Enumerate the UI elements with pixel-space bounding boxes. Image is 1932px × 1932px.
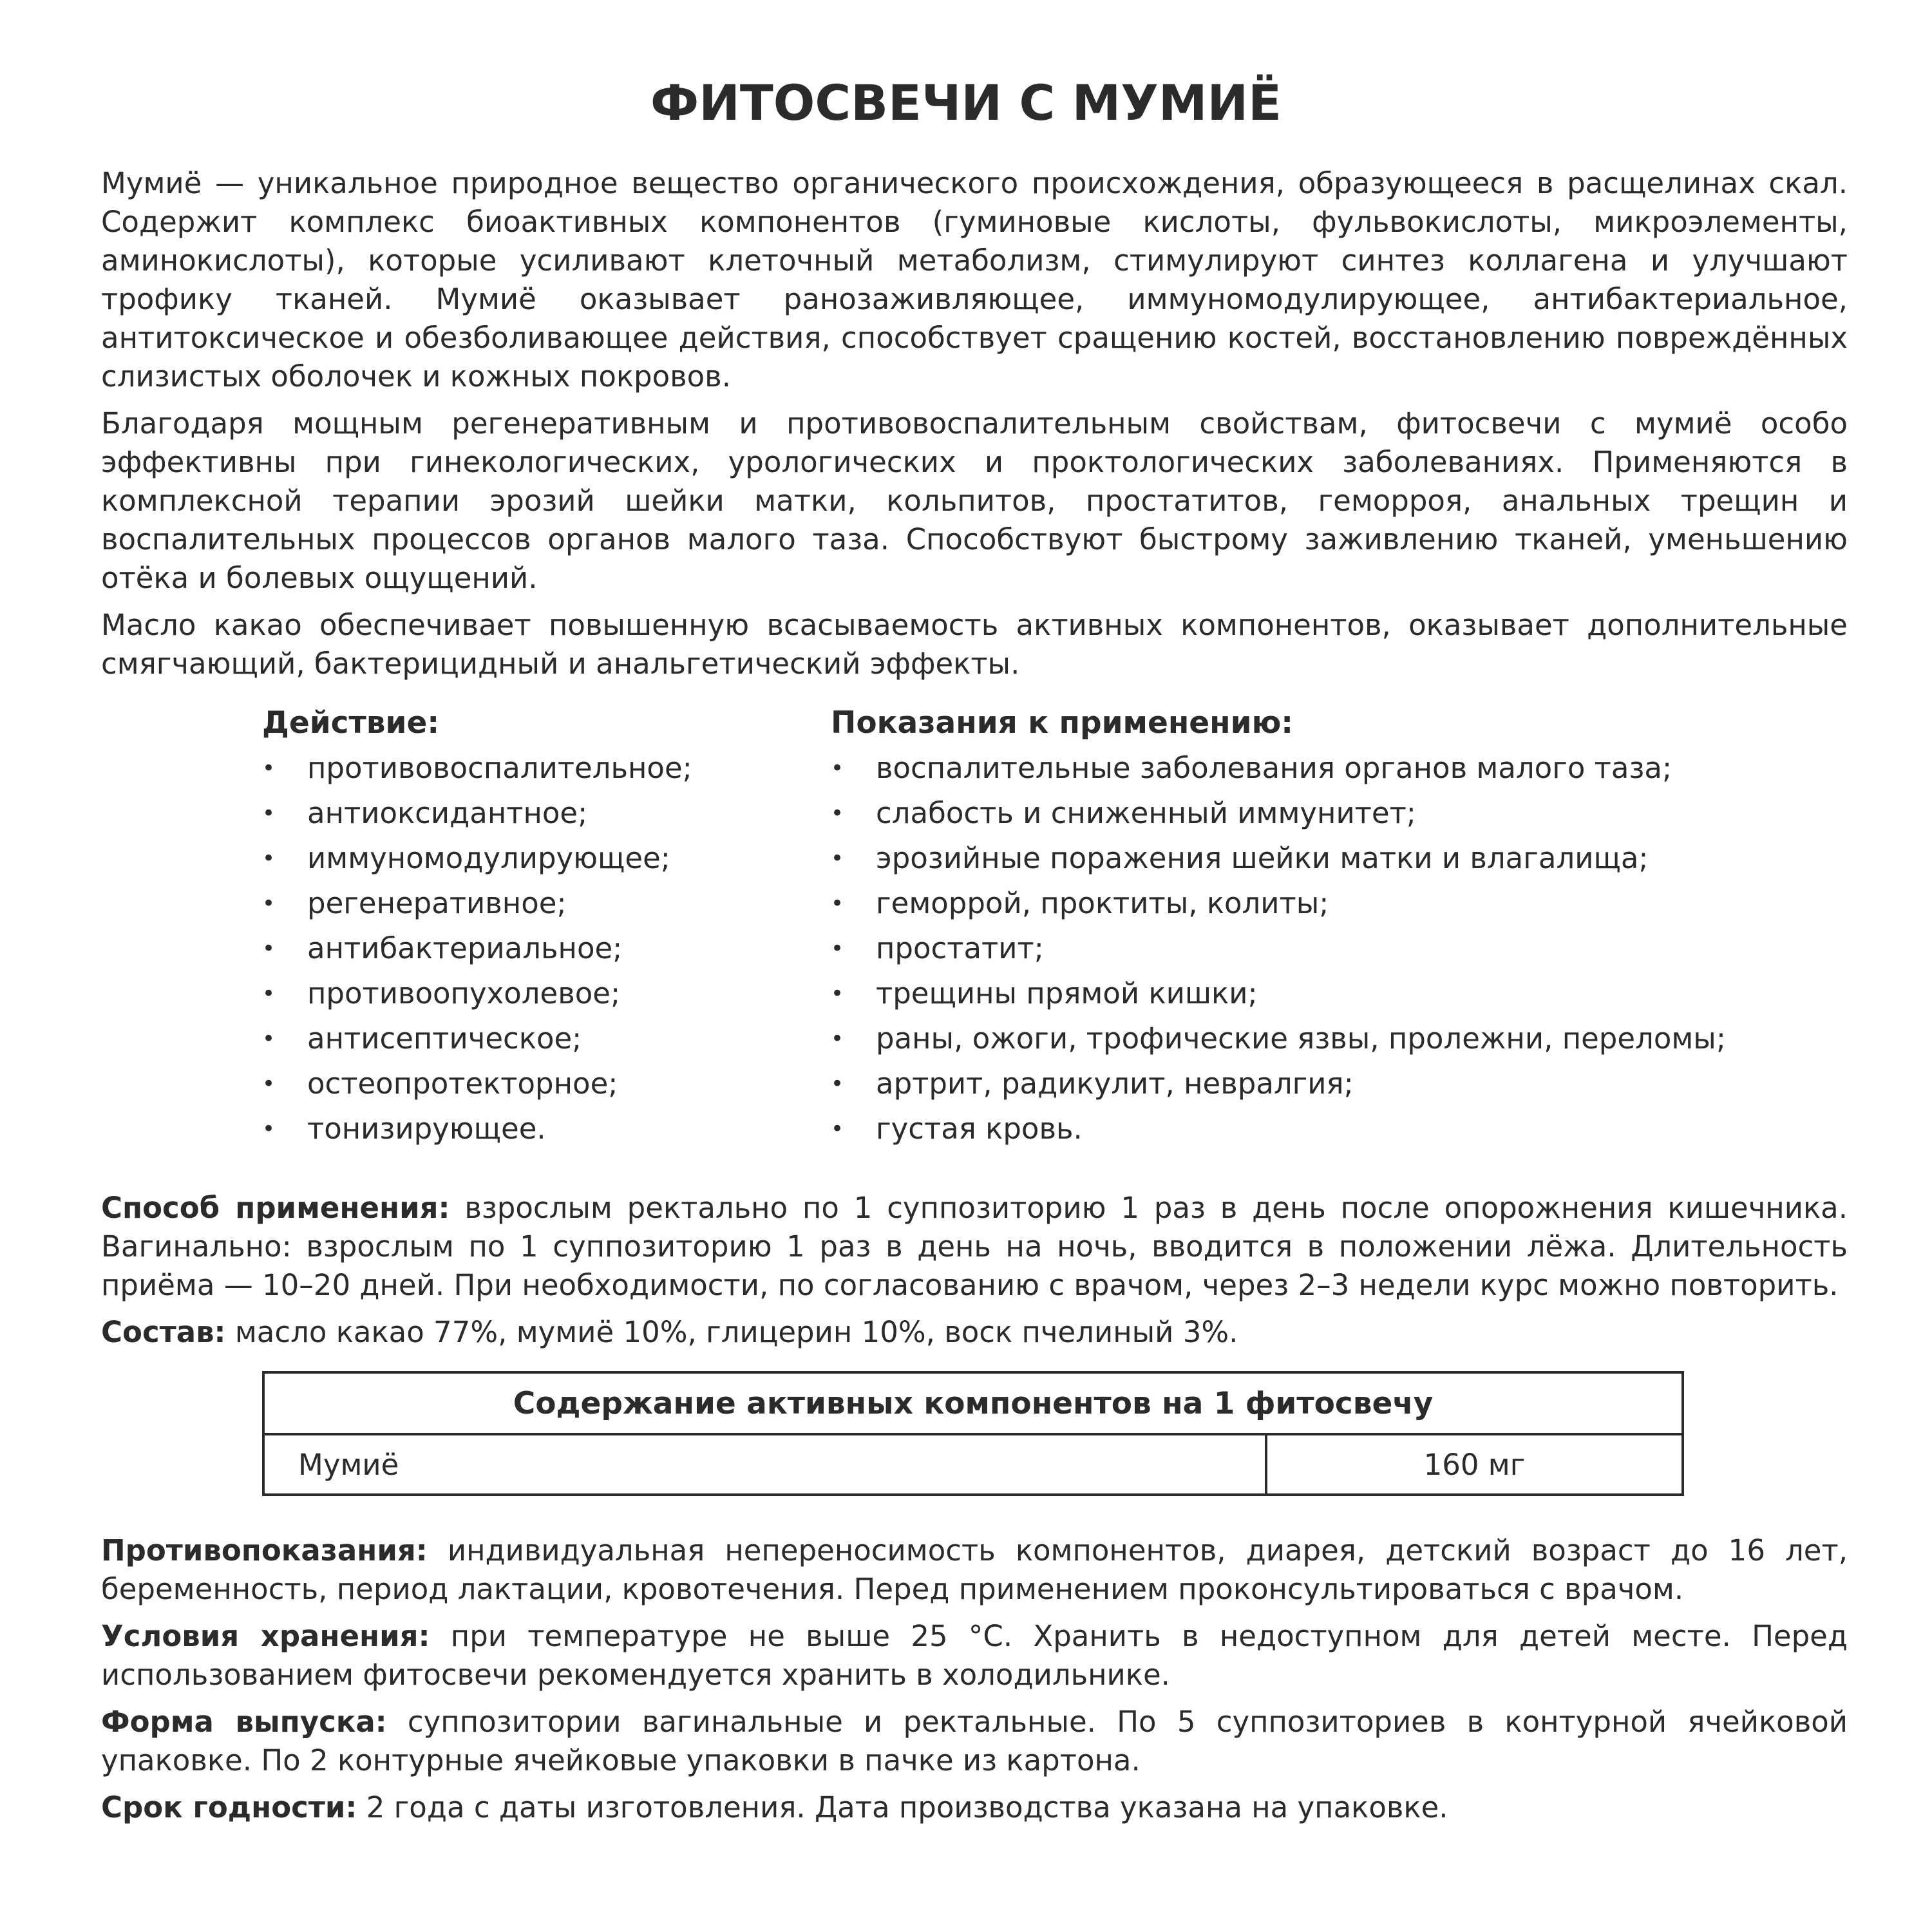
indications-heading: Показания к применению: <box>831 705 1294 741</box>
bullet-icon: • <box>831 1071 844 1097</box>
lists-section <box>101 701 1848 1164</box>
content <box>101 164 1848 1835</box>
list-item-text: тонизирующее. <box>307 1112 546 1146</box>
bullet-icon: • <box>831 981 844 1007</box>
bullet-icon: • <box>262 755 276 781</box>
usage-text: взрослым ректально по 1 суппозиторию 1 раз в день после опорожнения кишечника. Вагинально: взрослым по 1 суппозиторию 1 раз в день на ночь, вводится в положении лёжа. Длительность приёма — 10–20 дней. При необходимости, по согласованию с врачом, через 2–3 недели курс можно повторить. <box>101 1191 1848 1302</box>
table-cell-value: 160 мг <box>1266 1434 1683 1495</box>
indications-column <box>831 701 1861 1151</box>
bullet-icon: • <box>262 936 276 961</box>
list-item-text: геморрой, проктиты, колиты; <box>876 886 1329 920</box>
list-item-text: иммуномодулирующее; <box>307 841 670 875</box>
list-item <box>831 881 1861 926</box>
shelf-life-label: Срок годности: <box>101 1790 357 1824</box>
list-item-text: противовоспалительное; <box>307 751 692 785</box>
bullet-icon: • <box>262 981 276 1007</box>
form-text: суппозитории вагинальные и ректальные. По 5 суппозиториев в контурной ячейковой упаковке. По 2 контурные ячейковые упаковки в пачке из картона. <box>101 1705 1848 1777</box>
composition-label: Состав: <box>101 1315 226 1349</box>
action-column <box>262 701 790 1151</box>
indications-list <box>831 746 1861 1151</box>
storage-text: при температуре не выше 25 °С. Хранить в недоступном для детей месте. Перед использованием фитосвечи рекомендуется хранить в холодильнике. <box>101 1619 1848 1692</box>
bullet-icon: • <box>262 1026 276 1052</box>
table-cell-name: Мумиё <box>263 1434 1266 1495</box>
list-item-text: антибактериальное; <box>307 931 623 965</box>
action-list <box>262 746 790 1151</box>
form-paragraph <box>101 1703 1848 1780</box>
bullet-icon: • <box>831 1026 844 1052</box>
list-item <box>831 1106 1861 1151</box>
list-item-text: остеопротекторное; <box>307 1066 618 1101</box>
list-item-text: слабость и сниженный иммунитет; <box>876 796 1416 830</box>
contraindications-label: Противопоказания: <box>101 1533 428 1567</box>
usage-paragraph <box>101 1189 1848 1305</box>
list-item-text: противоопухолевое; <box>307 976 621 1010</box>
list-item-text: густая кровь. <box>876 1112 1083 1146</box>
list-item <box>262 1106 790 1151</box>
active-components-table <box>262 1371 1684 1496</box>
list-item <box>262 926 790 971</box>
bullet-icon: • <box>262 1071 276 1097</box>
list-item <box>262 971 790 1016</box>
list-item-text: трещины прямой кишки; <box>876 976 1258 1010</box>
list-item-text: воспалительные заболевания органов малого таза; <box>876 751 1672 785</box>
list-item <box>831 1061 1861 1106</box>
list-item-text: артрит, радикулит, невралгия; <box>876 1066 1354 1101</box>
composition-paragraph <box>101 1313 1848 1352</box>
bullet-icon: • <box>262 800 276 826</box>
bullet-icon: • <box>831 936 844 961</box>
bullet-icon: • <box>831 755 844 781</box>
list-item-text: эрозийные поражения шейки матки и влагалища; <box>876 841 1649 875</box>
list-item <box>831 746 1861 791</box>
bullet-icon: • <box>262 891 276 916</box>
list-item-text: антиоксидантное; <box>307 796 588 830</box>
list-item <box>831 1016 1861 1061</box>
list-item-text: регенеративное; <box>307 886 567 920</box>
list-item <box>831 926 1861 971</box>
list-item <box>262 746 790 791</box>
contraindications-paragraph <box>101 1531 1848 1609</box>
intro-paragraph-2: Благодаря мощным регенеративным и противовоспалительным свойствам, фитосвечи с мумиё особо эффективны при гинекологических, урологических и проктологических заболеваниях. Применяются в комплексной терапии эрозий шейки матки, кольпитов, простатитов, геморроя, анальных трещин и воспалительных процессов органов малого таза. Способствуют быстрому заживлению тканей, уменьшению отёка и болевых ощущений. <box>101 406 1848 595</box>
shelf-life-paragraph <box>101 1788 1848 1827</box>
usage-label: Способ применения: <box>101 1191 450 1225</box>
storage-label: Условия хранения: <box>101 1619 430 1653</box>
list-item <box>262 881 790 926</box>
list-item-text: простатит; <box>876 931 1044 965</box>
shelf-life-text: 2 года с даты изготовления. Дата производства указана на упаковке. <box>357 1790 1448 1824</box>
table-header: Содержание активных компонентов на 1 фитосвечу <box>263 1372 1683 1434</box>
bullet-icon: • <box>831 891 844 916</box>
list-item <box>831 971 1861 1016</box>
contraindications-text: индивидуальная непереносимость компонентов, диарея, детский возраст до 16 лет, беременность, период лактации, кровотечения. Перед применением проконсультироваться с врачом. <box>101 1533 1848 1606</box>
list-item <box>262 1061 790 1106</box>
bullet-icon: • <box>262 1116 276 1142</box>
list-item <box>262 791 790 836</box>
list-item-text: раны, ожоги, трофические язвы, пролежни, переломы; <box>876 1021 1726 1056</box>
list-item-text: антисептическое; <box>307 1021 582 1056</box>
list-item <box>831 791 1861 836</box>
form-label: Форма выпуска: <box>101 1705 387 1739</box>
page-title: ФИТОСВЕЧИ С МУМИЁ <box>650 74 1282 131</box>
bullet-icon: • <box>262 846 276 871</box>
storage-paragraph <box>101 1617 1848 1694</box>
bullet-icon: • <box>831 1116 844 1142</box>
table-row <box>263 1434 1683 1495</box>
table-header-row <box>263 1372 1683 1434</box>
composition-text: масло какао 77%, мумиё 10%, глицерин 10%, воск пчелиный 3%. <box>225 1315 1238 1349</box>
action-heading: Действие: <box>262 705 440 741</box>
bullet-icon: • <box>831 846 844 871</box>
intro-paragraph-1: Мумиё — уникальное природное вещество органического происхождения, образующееся в расщелинах скал. Содержит комплекс биоактивных компонентов (гуминовые кислоты, фульвокислоты, микроэлементы, аминокислоты), которые усиливают клеточный метаболизм, стимулируют синтез коллагена и улучшают трофику тканей. Мумиё оказывает ранозаживляющее, иммуномодулирующее, антибактериальное, антитоксическое и обезболивающее действия, способствует сращению костей, восстановлению повреждённых слизистых оболочек и кожных покровов. <box>101 166 1848 393</box>
bullet-icon: • <box>831 800 844 826</box>
list-item <box>831 836 1861 881</box>
list-item <box>262 836 790 881</box>
list-item <box>262 1016 790 1061</box>
usage-section <box>101 1189 1848 1352</box>
intro-paragraph-3: Масло какао обеспечивает повышенную всасываемость активных компонентов, оказывает дополнительные смягчающий, бактерицидный и анальгетический эффекты. <box>101 608 1848 681</box>
